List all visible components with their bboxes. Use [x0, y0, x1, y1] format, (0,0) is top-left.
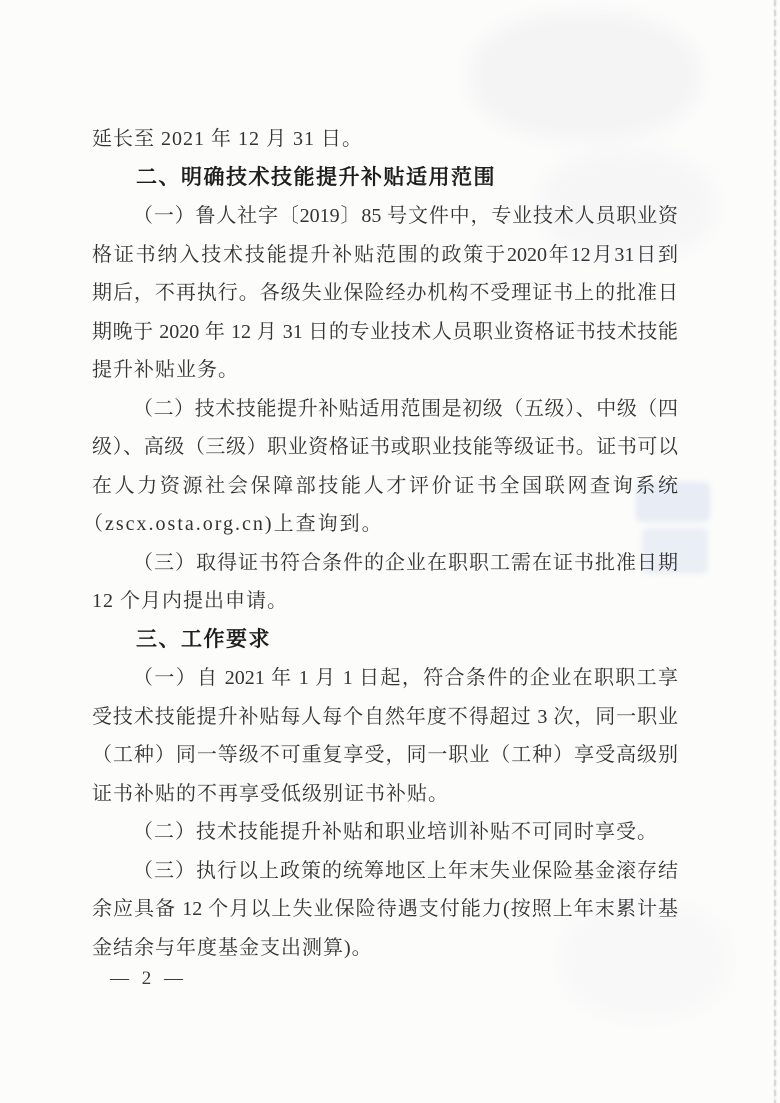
doc-line: 延长至 2021 年 12 月 31 日。	[92, 128, 363, 150]
doc-line: （三）执行以上政策的统筹地区上年末失业保险基金滚存结	[133, 859, 678, 882]
doc-line: 在人力资源社会保障部技能人才评价证书全国联网查询系统	[92, 474, 678, 497]
doc-line: 期晚于 2020 年 12 月 31 日的专业技术人员职业资格证书技术技能	[92, 320, 678, 343]
doc-line: （一）鲁人社字〔2019〕85 号文件中，专业技术人员职业资	[133, 205, 678, 227]
doc-line: 级）、高级（三级）职业资格证书或职业技能等级证书。证书可以	[92, 436, 678, 458]
page-number: — 2 —	[110, 968, 187, 989]
doc-line: 期后，不再执行。各级失业保险经办机构不受理证书上的批准日	[92, 282, 678, 304]
doc-line: （一）自 2021 年 1 月 1 日起，符合条件的企业在职职工享	[133, 667, 678, 689]
doc-line: （工种）同一等级不可重复享受，同一职业（工种）享受高级别	[92, 744, 678, 766]
doc-line: 受技术技能提升补贴每人每个自然年度不得超过 3 次，同一职业	[92, 705, 678, 728]
doc-line: 格证书纳入技术技能提升补贴范围的政策于2020年12月31日到	[92, 243, 678, 266]
doc-line: 余应具备 12 个月以上失业保险待遇支付能力(按照上年末累计基	[92, 898, 678, 920]
doc-line-url: （zscx.osta.org.cn)上查询到。	[83, 513, 384, 535]
doc-line: （二）技术技能提升补贴和职业培训补贴不可同时享受。	[133, 821, 658, 843]
doc-line: 证书补贴的不再享受低级别证书补贴。	[92, 782, 449, 805]
doc-line: 12 个月内提出申请。	[92, 590, 288, 612]
section-heading: 三、工作要求	[136, 627, 271, 651]
scan-edge-line	[774, 0, 776, 1103]
section-heading: 二、明确技术技能提升补贴适用范围	[136, 165, 496, 189]
doc-line: 金结余与年度基金支出测算)。	[92, 936, 373, 959]
doc-line: 提升补贴业务。	[92, 359, 239, 381]
doc-line: （三）取得证书符合条件的企业在职职工需在证书批准日期	[133, 551, 678, 574]
document-body	[83, 120, 678, 967]
doc-line: （二）技术技能提升补贴适用范围是初级（五级）、中级（四	[133, 397, 678, 420]
